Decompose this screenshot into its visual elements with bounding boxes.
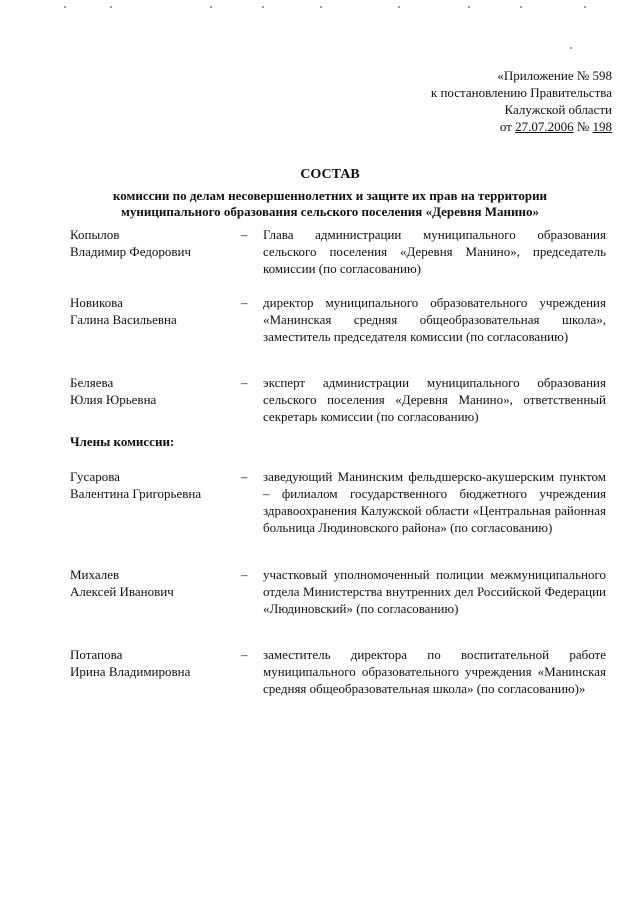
scan-artifact <box>110 6 112 8</box>
scan-artifact <box>584 6 586 8</box>
scan-artifact <box>570 47 572 49</box>
entry-dash: – <box>241 227 248 242</box>
person-surname: Копылов <box>70 227 120 242</box>
person-given-names: Юлия Юрьевна <box>70 392 157 407</box>
title-subtitle-line-1: комиссии по делам несовершеннолетних и защите их прав на территории <box>112 188 548 203</box>
appendix-region-line: Калужской области <box>504 102 612 117</box>
scan-artifact <box>320 6 322 8</box>
appendix-number: 198 <box>592 119 612 134</box>
title-subtitle-line-2: муниципального образования сельского поселения «Деревня Манино» <box>121 204 539 219</box>
appendix-date-line <box>431 118 612 135</box>
person-name <box>70 566 240 600</box>
entry-dash: – <box>241 567 248 582</box>
scan-artifact <box>64 6 66 8</box>
entry-dash: – <box>241 647 248 662</box>
appendix-date-prefix: от <box>499 119 516 134</box>
person-name <box>70 468 240 502</box>
document-title <box>60 166 600 220</box>
appendix-header <box>431 67 612 135</box>
person-surname: Беляева <box>70 375 114 390</box>
appendix-number-sign: № <box>573 119 593 134</box>
appendix-resolution-line: к постановлению Правительства <box>430 85 612 100</box>
person-name <box>70 646 240 680</box>
person-role: участковый уполномоченный полиции межмуниципального отдела Министерства внутренних дел Российской Федерации «Людиновский» (по согласованию) <box>263 567 606 616</box>
person-name <box>70 294 240 328</box>
person-surname: Новикова <box>70 295 123 310</box>
person-given-names: Ирина Владимировна <box>70 664 191 679</box>
person-given-names: Владимир Федорович <box>70 244 192 259</box>
scan-artifact <box>398 6 400 8</box>
person-given-names: Валентина Григорьевна <box>70 486 202 501</box>
scan-artifact <box>262 6 264 8</box>
appendix-number-line: «Приложение № 598 <box>497 68 612 83</box>
appendix-date: 27.07.2006 <box>515 119 574 134</box>
person-surname: Потапова <box>70 647 123 662</box>
person-role: Глава администрации муниципального образования сельского поселения «Деревня Манино», председатель комиссии (по согласованию) <box>263 227 606 276</box>
title-main: СОСТАВ <box>300 167 360 182</box>
person-role: заместитель директора по воспитательной работе муниципального образовательного учреждения «Манинская средняя общеобразовательная школа» (по согласованию)» <box>263 647 606 696</box>
entry-dash: – <box>241 375 248 390</box>
person-name <box>70 226 240 260</box>
person-given-names: Алексей Иванович <box>70 584 174 599</box>
person-name <box>70 374 240 408</box>
person-given-names: Галина Васильевна <box>70 312 177 327</box>
scan-artifact <box>520 6 522 8</box>
scan-artifact <box>468 6 470 8</box>
person-role: заведующий Манинским фельдшерско-акушерским пунктом – филиалом государственного бюджетного учреждения здравоохранения Калужской области «Центральная районная больница Людиновского района» (по согласованию) <box>263 469 606 535</box>
person-surname: Михалев <box>70 567 120 582</box>
person-role: директор муниципального образовательного учреждения «Манинская средняя общеобразовательная школа», заместитель председателя комиссии (по согласованию) <box>263 295 606 344</box>
person-role: эксперт администрации муниципального образования сельского поселения «Деревня Манино», ответственный секретарь комиссии (по согласованию) <box>263 375 606 424</box>
entry-dash: – <box>241 469 248 484</box>
scan-artifact <box>210 6 212 8</box>
entry-dash: – <box>241 295 248 310</box>
person-surname: Гусарова <box>70 469 120 484</box>
members-heading: Члены комиссии: <box>70 434 175 449</box>
